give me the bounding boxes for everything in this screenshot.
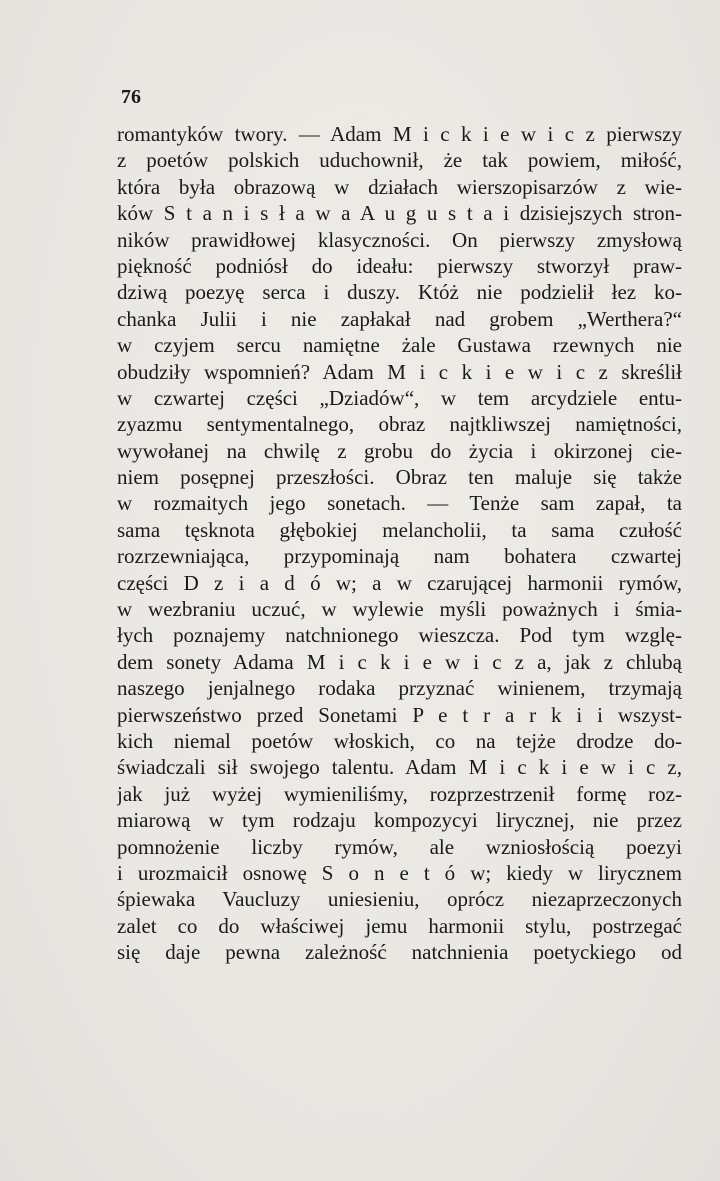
page-number: 76 [121,86,141,108]
text-line: z poetów polskich uduchownił, że tak powiem, miłość, [117,148,682,173]
text-line: i urozmaicił osnowę S o n e t ó w; kiedy w lirycznem [117,860,682,885]
text-line: się daje pewna zależność natchnienia poetyckiego od [117,940,682,965]
text-line: chanka Julii i nie zapłakał nad grobem „Werthera?“ [117,306,682,331]
text-line: w czwartej części „Dziadów“, w tem arcydziele entu- [117,385,682,410]
text-line: łych poznajemy natchnionego wieszcza. Pod tym wzglę- [117,623,682,648]
text-line: ników prawidłowej klasyczności. On pierwszy zmysłową [117,227,682,252]
text-line: części D z i a d ó w; a w czarującej harmonii rymów, [117,570,682,595]
text-line: kich niemal poetów włoskich, co na tejże drodze do- [117,728,682,753]
text-line: w wezbraniu uczuć, w wylewie myśli poważnych i śmia- [117,597,682,622]
text-line: sama tęsknota głębokiej melancholii, ta sama czułość [117,517,682,542]
text-line: pomnożenie liczby rymów, ale wzniosłością poezyi [117,834,682,859]
text-line: obudziły wspomnień? Adam M i c k i e w i c z skreślił [117,359,682,384]
text-line: śpiewaka Vaucluzy uniesieniu, oprócz niezaprzeczonych [117,887,682,912]
text-line: dem sonety Adama M i c k i e w i c z a, jak z chlubą [117,649,682,674]
text-line: zyazmu sentymentalnego, obraz najtkliwszej namiętności, [117,412,682,437]
text-line: rozrzewniająca, przypominają nam bohatera czwartej [117,544,682,569]
text-line: która była obrazową w działach wierszopisarzów z wie- [117,174,682,199]
text-line: pierwszeństwo przed Sonetami P e t r a r k i i wszyst- [117,702,682,727]
text-line: wywołanej na chwilę z grobu do życia i okirzonej cie- [117,438,682,463]
text-line: romantyków twory. — Adam M i c k i e w i c z pierwszy [117,122,682,146]
text-line: jak już wyżej wymieniliśmy, rozprzestrzenił formę roz- [117,781,682,806]
text-line: miarową w tym rodzaju kompozycyi lirycznej, nie przez [117,808,682,833]
text-line: piękność podniósł do ideału: pierwszy stworzył praw- [117,253,682,278]
text-line: zalet co do właściwej jemu harmonii stylu, postrzegać [117,913,682,938]
text-line: świadczali sił swojego talentu. Adam M i c k i e w i c z, [117,755,682,780]
text-line: niem posępnej przeszłości. Obraz ten maluje się także [117,465,682,490]
text-line: w rozmaitych jego sonetach. — Tenże sam zapał, ta [117,491,682,516]
text-line: w czyjem sercu namiętne żale Gustawa rzewnych nie [117,333,682,358]
text-line: dziwą poezyę serca i duszy. Któż nie podzielił łez ko- [117,280,682,305]
text-line: naszego jenjalnego rodaka przyznać winienem, trzymają [117,676,682,701]
text-line: ków S t a n i s ł a w a A u g u s t a i dzisiejszych stron- [117,201,682,226]
body-text [117,121,682,966]
